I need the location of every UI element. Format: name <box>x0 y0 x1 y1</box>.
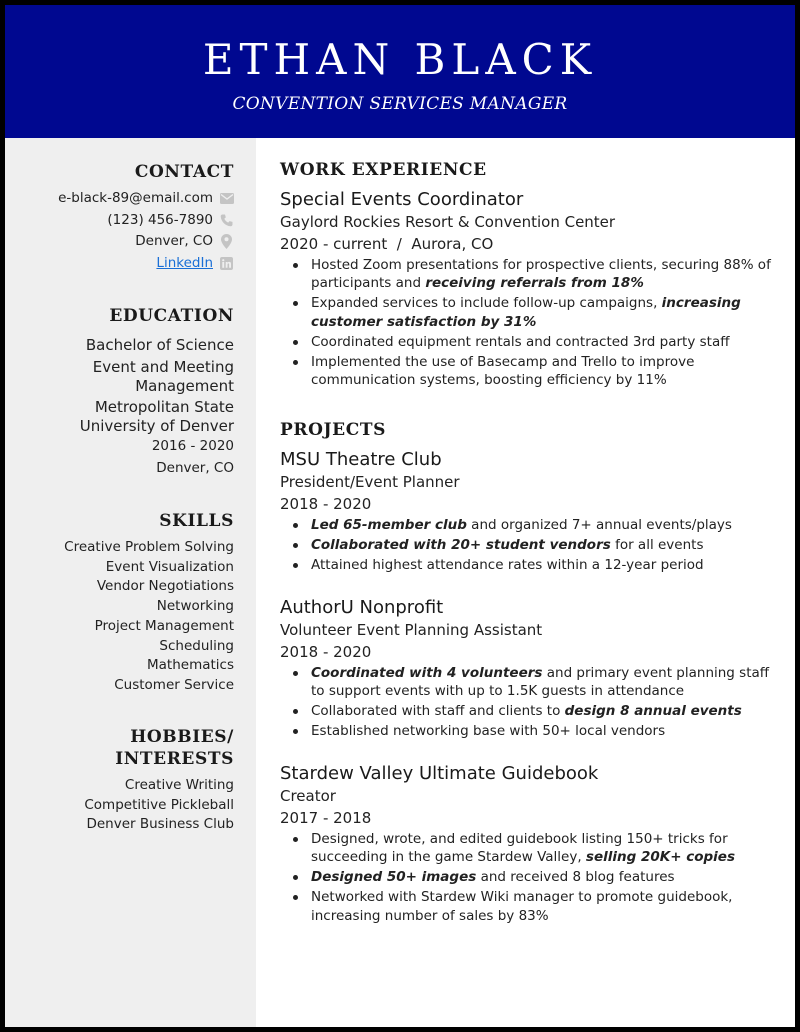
list-item: Designed, wrote, and edited guidebook listing 150+ tricks for succeeding in the game Stardew Valley, selling 20K+ copies <box>280 830 780 867</box>
skill-item: Vendor Negotiations <box>96 578 234 595</box>
hobbies-heading-line-2: INTERESTS <box>115 749 234 769</box>
phone-text: (123) 456-7890 <box>107 211 213 228</box>
skill-item: Mathematics <box>147 657 234 674</box>
candidate-name: ETHAN BLACK <box>202 35 598 84</box>
contact-email <box>14 188 234 210</box>
resume-page <box>5 5 795 1027</box>
work-dates-location: 2020 - current / Aurora, CO <box>280 234 494 253</box>
project-entry <box>280 448 780 576</box>
skills-section <box>14 510 234 696</box>
skill-item: Scheduling <box>159 637 234 654</box>
list-item: Coordinated equipment rentals and contracted 3rd party staff <box>280 333 780 351</box>
linkedin-icon[interactable] <box>219 256 234 271</box>
list-item: Attained highest attendance rates within a 12-year period <box>280 556 780 574</box>
contact-linkedin[interactable] <box>14 253 234 275</box>
degree: Bachelor of Science <box>85 336 234 354</box>
skill-item: Creative Problem Solving <box>64 539 234 555</box>
project-dates: 2017 - 2018 <box>280 808 372 827</box>
work-company: Gaylord Rockies Resort & Convention Center <box>280 213 616 231</box>
contact-heading: CONTACT <box>134 162 234 182</box>
project-name: MSU Theatre Club <box>280 449 442 470</box>
contact-location <box>14 231 234 253</box>
hobbies-heading-line-1: HOBBIES/ <box>130 727 234 747</box>
skill-item: Networking <box>156 598 234 615</box>
hobby-item: Denver Business Club <box>86 816 234 833</box>
contact-section <box>14 161 234 274</box>
project-role: Volunteer Event Planning Assistant <box>280 621 543 639</box>
skill-item: Customer Service <box>114 676 234 693</box>
project-dates: 2018 - 2020 <box>280 642 372 661</box>
resume-header <box>5 5 795 138</box>
project-bullets <box>280 830 780 925</box>
school-line-1: Metropolitan State <box>94 398 234 416</box>
field-line-1: Event and Meeting <box>92 358 234 376</box>
work-entry <box>280 188 780 391</box>
projects-heading: PROJECTS <box>280 420 386 440</box>
list-item: Hosted Zoom presentations for prospective clients, securing 88% of participants and receiving referrals from 18% <box>280 256 780 293</box>
sidebar <box>5 138 256 1027</box>
education-years: 2016 - 2020 <box>151 438 234 454</box>
list-item: Established networking base with 50+ local vendors <box>280 722 780 740</box>
project-name: Stardew Valley Ultimate Guidebook <box>280 763 599 784</box>
project-entry <box>280 596 780 742</box>
project-role: Creator <box>280 787 336 805</box>
skill-item: Project Management <box>94 617 234 634</box>
linkedin-link[interactable]: LinkedIn <box>156 254 213 271</box>
field-line-2: Management <box>135 376 234 395</box>
phone-icon <box>219 213 234 228</box>
list-item: Expanded services to include follow-up campaigns, increasing customer satisfaction by 31% <box>280 294 780 331</box>
skill-item: Event Visualization <box>105 558 234 575</box>
location-icon <box>219 234 234 249</box>
list-item: Implemented the use of Basecamp and Trello to improve communication systems, boosting efficiency by 11% <box>280 353 780 390</box>
list-item: Collaborated with staff and clients to design 8 annual events <box>280 702 780 720</box>
location-text: Denver, CO <box>135 233 213 249</box>
email-icon <box>219 191 234 206</box>
project-entry <box>280 762 780 927</box>
project-bullets <box>280 664 780 741</box>
contact-phone <box>14 210 234 232</box>
education-location: Denver, CO <box>156 460 234 476</box>
school-line-2: University of Denver <box>79 416 234 435</box>
list-item: Coordinated with 4 volunteers and primary event planning staff to support events with up to 1.5K guests in attendance <box>280 664 780 701</box>
list-item: Networked with Stardew Wiki manager to promote guidebook, increasing number of sales by 83% <box>280 888 780 925</box>
work-heading: WORK EXPERIENCE <box>280 160 487 180</box>
education-section <box>14 305 234 479</box>
project-dates: 2018 - 2020 <box>280 494 372 513</box>
work-role: Special Events Coordinator <box>280 189 524 210</box>
hobbies-section <box>14 726 234 835</box>
email-text: e-black-89@email.com <box>58 190 213 206</box>
list-item: Led 65-member club and organized 7+ annual events/plays <box>280 516 780 534</box>
education-heading: EDUCATION <box>109 306 234 326</box>
project-bullets <box>280 516 780 574</box>
list-item: Designed 50+ images and received 8 blog features <box>280 868 780 886</box>
list-item: Collaborated with 20+ student vendors for all events <box>280 536 780 554</box>
hobby-item: Creative Writing <box>124 777 234 793</box>
project-name: AuthorU Nonprofit <box>280 597 444 618</box>
candidate-title: CONVENTION SERVICES MANAGER <box>232 94 568 114</box>
work-bullets <box>280 256 780 389</box>
project-role: President/Event Planner <box>280 473 460 491</box>
hobby-item: Competitive Pickleball <box>84 796 234 813</box>
skills-heading: SKILLS <box>159 511 234 531</box>
